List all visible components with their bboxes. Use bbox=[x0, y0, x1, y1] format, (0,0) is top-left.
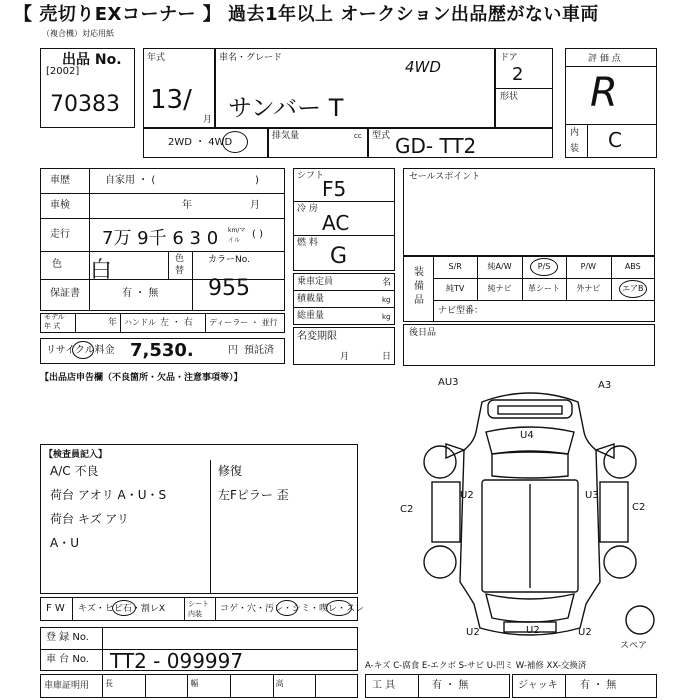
chassis-no-label: 車 台 No. bbox=[46, 654, 89, 665]
registration-change-month: 月 bbox=[340, 352, 350, 362]
auction-banner: 【 売切りEXコーナー 】 過去1年以上 オークション出品歴がない車両 bbox=[14, 4, 599, 25]
color-no-label: カラーNo. bbox=[208, 255, 250, 265]
damage-legend: A-キズ C-腐食 E-エクボ S-サビ U-凹ミ W-補修 XX-交換済 bbox=[365, 661, 587, 671]
recycle-note: 預託済 bbox=[244, 345, 274, 356]
recycle-circle-mark bbox=[72, 341, 94, 359]
passengers-unit: 名 bbox=[382, 278, 392, 288]
interior-score: C bbox=[608, 128, 622, 152]
jack-value: 有 ・ 無 bbox=[580, 680, 617, 691]
weight-label: 総重量 bbox=[297, 311, 325, 321]
equipment-item: P/W bbox=[580, 262, 597, 271]
equipment-item: 革シート bbox=[527, 284, 560, 293]
mark-bottom-right: U2 bbox=[578, 627, 592, 638]
color-no-value: 955 bbox=[208, 276, 250, 301]
interior-label-1: 内 bbox=[570, 128, 580, 138]
recycle-value: 7,530. bbox=[130, 340, 194, 361]
mark-left-side: C2 bbox=[400, 504, 414, 515]
warranty-value: 有 ・ 無 bbox=[122, 288, 159, 299]
registration-change-day: 日 bbox=[382, 352, 392, 362]
car-name-label: 車名・グレード bbox=[219, 53, 283, 63]
dealer-notes-title: 【出品店申告欄（不良箇所・欠品・注意事項等）】 bbox=[40, 373, 243, 383]
garage-cert-label: 車庫証明用 bbox=[44, 681, 90, 691]
rating-label: 評 価 点 bbox=[588, 54, 621, 64]
weight-unit: kg bbox=[382, 313, 391, 321]
inspection-label: 車検 bbox=[50, 200, 70, 211]
cert-divider bbox=[273, 674, 274, 698]
seat-circle-mark-1 bbox=[276, 600, 298, 616]
mileage-paren: ( ) bbox=[252, 229, 263, 240]
color-label: 色 bbox=[52, 259, 62, 270]
seat-circle-mark-2 bbox=[326, 600, 352, 616]
displacement-label: 排気量 bbox=[272, 131, 300, 141]
equipment-circle-mark bbox=[619, 280, 647, 298]
sales-point-label: セールスポイント bbox=[409, 172, 481, 182]
arrival-box bbox=[403, 324, 655, 366]
cert-divider bbox=[315, 674, 316, 698]
tools-label: 工 具 bbox=[372, 680, 396, 691]
inspector-note-line: 左Fピラー 歪 bbox=[218, 488, 289, 502]
arrival-label: 後日品 bbox=[409, 328, 437, 338]
mileage-value: 7万 9千 6 3 0 bbox=[102, 228, 219, 249]
paint-label-1: 色 bbox=[175, 254, 185, 264]
lot-label: 出品 No. bbox=[62, 52, 122, 68]
load-unit: kg bbox=[382, 296, 391, 304]
fw-circle-mark bbox=[112, 600, 136, 616]
history-value: 自家用 ・ ( bbox=[105, 175, 156, 186]
cert-cell-label: 幅 bbox=[190, 679, 199, 688]
equipment-divider bbox=[522, 278, 523, 300]
model-label-1: モデル bbox=[44, 313, 65, 321]
spare-label: スペア bbox=[620, 641, 648, 651]
cert-divider bbox=[187, 674, 188, 698]
equipment-divider bbox=[566, 256, 567, 278]
seat-items: コゲ・穴・汚レ・シミ・喫レ・スレ bbox=[220, 604, 365, 614]
equipment-divider bbox=[566, 278, 567, 300]
equipment-item: 純ナビ bbox=[487, 284, 512, 293]
shift-label: シフト bbox=[297, 171, 325, 181]
ac-label: 冷 房 bbox=[297, 204, 318, 214]
equipment-item: 外ナビ bbox=[576, 284, 601, 293]
equipment-item: S/R bbox=[448, 262, 462, 271]
fuel-label: 燃 料 bbox=[297, 238, 318, 248]
mark-bottom-center: U2 bbox=[526, 625, 540, 636]
fuel-value: G bbox=[330, 244, 348, 269]
handle-value: 左 ・ 右 bbox=[160, 318, 193, 328]
dealer-label: ディーラー ・ 並行 bbox=[209, 318, 278, 327]
equipment-item: ABS bbox=[624, 262, 641, 271]
color-value: 白 bbox=[90, 258, 113, 283]
form-note: （複合機）対応用紙 bbox=[42, 29, 114, 38]
tools-value: 有 ・ 無 bbox=[432, 680, 469, 691]
recycle-label: リサイクル料金 bbox=[46, 345, 115, 356]
jack-label: ジャッキ bbox=[518, 680, 558, 691]
equipment-divider bbox=[477, 278, 478, 300]
cert-cell-label: 長 bbox=[105, 679, 113, 688]
drive-select-label: 2WD ・ 4WD bbox=[168, 137, 233, 148]
year-month-label: 月 bbox=[203, 115, 213, 125]
equipment-item: 純A/W bbox=[487, 262, 512, 271]
load-label: 積載量 bbox=[297, 294, 325, 304]
car-name-value: サンバー T bbox=[228, 94, 344, 122]
history-close: ) bbox=[255, 175, 259, 186]
chassis-no-value: TT2 - 099997 bbox=[110, 649, 244, 673]
model-type-label: 型式 bbox=[372, 131, 391, 141]
mark-top-right: A3 bbox=[598, 380, 612, 391]
equipment-item: 純TV bbox=[446, 284, 465, 293]
registration-change-label: 名変期限 bbox=[297, 331, 337, 342]
inspector-note-line: 荷台 キズ アリ bbox=[50, 512, 129, 526]
ac-value: AC bbox=[322, 211, 350, 235]
equipment-divider bbox=[611, 278, 612, 300]
recycle-unit: 円 bbox=[228, 345, 238, 356]
mark-right-side: C2 bbox=[632, 502, 646, 513]
car-drive-value: 4WD bbox=[405, 58, 441, 76]
paint-label-2: 替 bbox=[175, 266, 185, 276]
door-label: ドア bbox=[500, 53, 518, 63]
inspection-year-label: 年 bbox=[182, 200, 192, 211]
car-damage-diagram bbox=[400, 372, 660, 652]
mark-right-front: U3 bbox=[585, 490, 599, 501]
rating-score: R bbox=[590, 70, 618, 116]
lot-year-code: [2002] bbox=[46, 66, 80, 77]
handle-label: ハンドル bbox=[124, 318, 156, 327]
model-label-2: 年 式 bbox=[44, 322, 61, 330]
equipment-divider bbox=[522, 256, 523, 278]
mileage-units: km/マイル bbox=[228, 227, 246, 244]
inspector-note-line: 修復 bbox=[218, 464, 243, 478]
cert-divider bbox=[145, 674, 146, 698]
fw-items: キズ・ヒビ石・割レX bbox=[78, 604, 165, 614]
inspector-note-line: 荷台 アオリ A・U・S bbox=[50, 488, 167, 502]
cert-cell-label: 高 bbox=[275, 679, 284, 688]
mark-roof: U4 bbox=[520, 430, 534, 441]
mark-left-front: U2 bbox=[460, 490, 474, 501]
shift-value: F5 bbox=[322, 177, 347, 201]
interior-label-2: 装 bbox=[570, 144, 580, 154]
history-label: 車歴 bbox=[50, 175, 70, 186]
equipment-item: エアB bbox=[622, 284, 644, 293]
model-year-unit: 年 bbox=[108, 318, 118, 328]
year-value: 13/ bbox=[150, 85, 192, 115]
year-label: 年式 bbox=[147, 53, 166, 63]
navi-model-label: ナビ型番： bbox=[438, 306, 484, 316]
door-shape-label: 形状 bbox=[500, 92, 519, 102]
inspection-month-label: 月 bbox=[250, 200, 260, 211]
warranty-label: 保証書 bbox=[50, 288, 80, 299]
seat-label-1: シート bbox=[188, 600, 209, 608]
passengers-label: 乗車定員 bbox=[297, 277, 334, 287]
inspector-notes-title: 【検査員記入】 bbox=[44, 450, 108, 460]
equipment-divider bbox=[611, 256, 612, 278]
cert-divider bbox=[230, 674, 231, 698]
mark-bottom-left: U2 bbox=[466, 627, 480, 638]
seat-label-2: 内装 bbox=[188, 610, 202, 618]
equipment-label: 装備品 bbox=[414, 267, 424, 306]
equipment-divider bbox=[477, 256, 478, 278]
inspector-note-line: A・U bbox=[50, 536, 79, 550]
drive-circle-mark bbox=[222, 131, 248, 153]
displacement-unit: cc bbox=[354, 132, 362, 140]
lot-number: 70383 bbox=[50, 92, 120, 117]
reg-no-label: 登 録 No. bbox=[46, 632, 89, 643]
mileage-label: 走行 bbox=[50, 229, 70, 240]
inspector-note-line: A/C 不良 bbox=[50, 464, 99, 478]
equipment-item: P/S bbox=[537, 262, 551, 271]
mark-top-left: AU3 bbox=[438, 377, 459, 388]
door-value: 2 bbox=[512, 64, 524, 85]
fw-label: F W bbox=[46, 603, 65, 614]
equipment-circle-mark bbox=[530, 258, 558, 276]
model-type-value: GD- TT2 bbox=[395, 134, 477, 158]
